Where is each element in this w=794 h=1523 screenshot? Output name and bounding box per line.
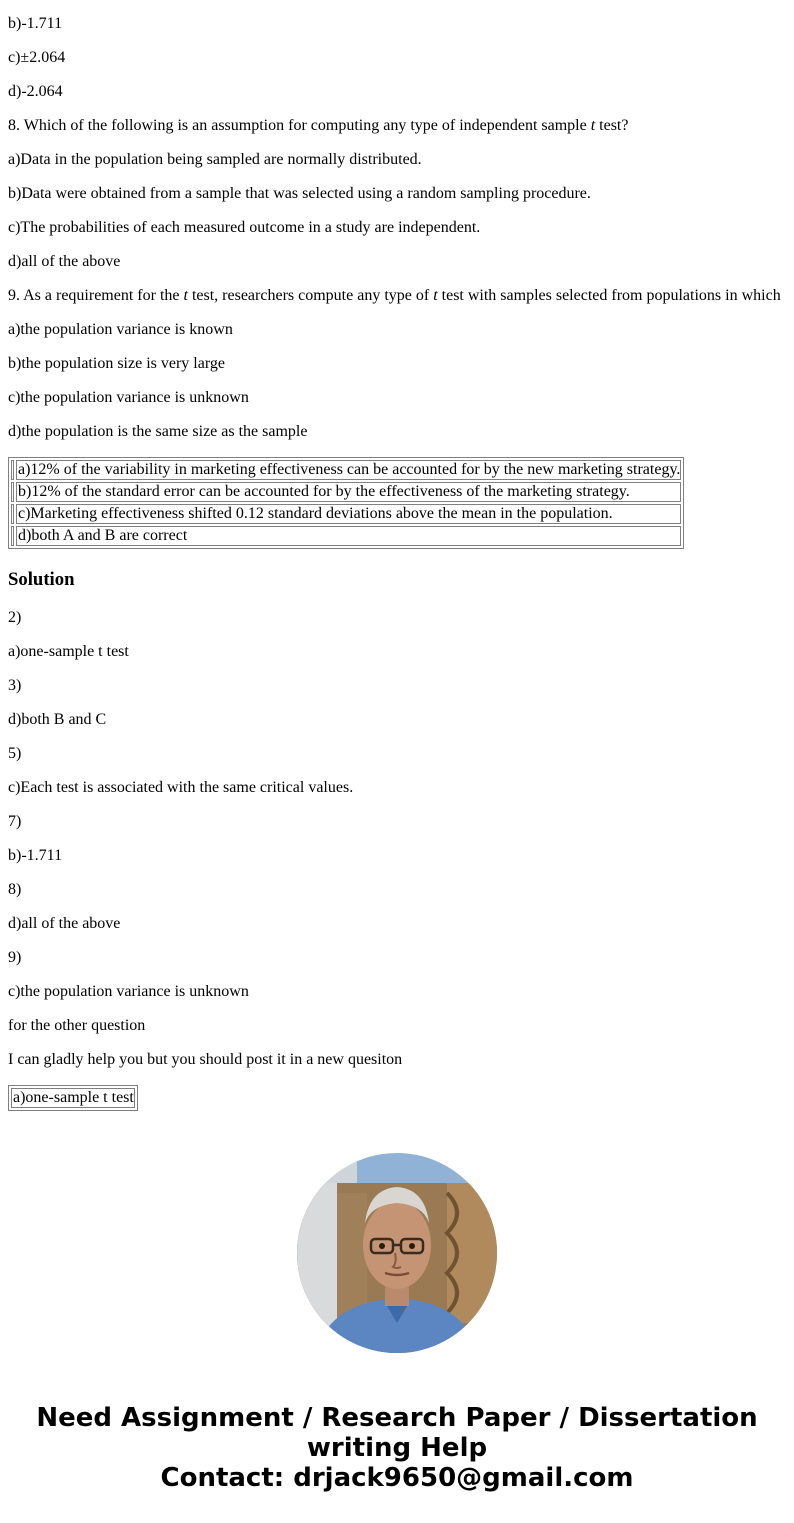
question-9-t2: t — [433, 287, 438, 304]
option-8a: a)Data in the population being sampled are normally distributed. — [8, 151, 422, 168]
footer-line-1: Need Assignment / Research Paper / Dissertation — [36, 1403, 758, 1433]
avatar-portrait-icon — [297, 1153, 497, 1353]
footer-line-2: writing Help — [306, 1433, 488, 1463]
question-8-t: t — [590, 117, 596, 134]
avatar — [297, 1153, 497, 1353]
table-row — [11, 504, 681, 524]
footer-contact — [0, 1403, 794, 1493]
question-9-text-mid: test, researchers compute any type of — [187, 287, 434, 304]
question-8-text: 8. Which of the following is an assumption for computing any type of independent sample — [8, 117, 591, 134]
table-row — [11, 482, 681, 502]
table-row — [11, 1088, 135, 1108]
question-9 — [8, 287, 781, 305]
table-row — [11, 460, 681, 480]
option-8c: c)The probabilities of each measured outcome in a study are independent. — [8, 219, 481, 236]
solution-item: b)-1.711 — [8, 847, 63, 864]
solution-item: 2) — [8, 609, 22, 626]
option-8b: b)Data were obtained from a sample that was selected using a random sampling procedure. — [8, 185, 591, 202]
solution-item: 9) — [8, 949, 22, 966]
table-spacer-cell — [11, 504, 14, 524]
solution-item: c)the population variance is unknown — [8, 983, 249, 1000]
option-9d: d)the population is the same size as the sample — [8, 423, 308, 440]
table-cell: a)one-sample t test — [13, 1089, 134, 1106]
solution-item: 3) — [8, 677, 22, 694]
solution-item: 7) — [8, 813, 22, 830]
table-spacer-cell — [11, 526, 14, 546]
question-8 — [8, 117, 628, 135]
option-9b: b)the population size is very large — [8, 355, 225, 372]
table-spacer-cell — [11, 460, 14, 480]
solution-item: a)one-sample t test — [8, 643, 129, 660]
table-cell: d)both A and B are correct — [16, 526, 681, 546]
table-row — [11, 526, 681, 546]
question-9-text-end: test with samples selected from populations in which — [437, 287, 781, 304]
question-9-text: 9. As a requirement for the — [8, 287, 184, 304]
footer-contact-email: Contact: drjack9650@gmail.com — [160, 1463, 634, 1493]
solution-item: d)all of the above — [8, 915, 121, 932]
option-9a: a)the population variance is known — [8, 321, 233, 338]
solution-item: c)Each test is associated with the same critical values. — [8, 779, 354, 796]
table-cell: b)12% of the standard error can be accounted for by the effectiveness of the marketing strategy. — [16, 482, 681, 502]
answer-box — [8, 1085, 138, 1111]
solution-item: 5) — [8, 745, 22, 762]
option-8d: d)all of the above — [8, 253, 121, 270]
option-9c: c)the population variance is unknown — [8, 389, 249, 406]
solution-item: I can gladly help you but you should post it in a new quesiton — [8, 1051, 403, 1068]
question-8-text-end: test? — [595, 117, 629, 134]
solution-item: 8) — [8, 881, 22, 898]
option-7c: c)±2.064 — [8, 49, 66, 66]
option-7d: d)-2.064 — [8, 83, 63, 100]
table-cell: a)12% of the variability in marketing effectiveness can be accounted for by the new marketing strategy. — [18, 461, 681, 478]
solution-item: for the other question — [8, 1017, 146, 1034]
question-9-t1: t — [183, 287, 188, 304]
option-7b: b)-1.711 — [8, 15, 63, 32]
solution-heading: Solution — [8, 569, 75, 590]
solution-item: d)both B and C — [8, 711, 107, 728]
table-cell: c)Marketing effectiveness shifted 0.12 standard deviations above the mean in the population. — [16, 504, 681, 524]
options-table — [8, 457, 684, 549]
table-spacer-cell — [11, 482, 14, 502]
